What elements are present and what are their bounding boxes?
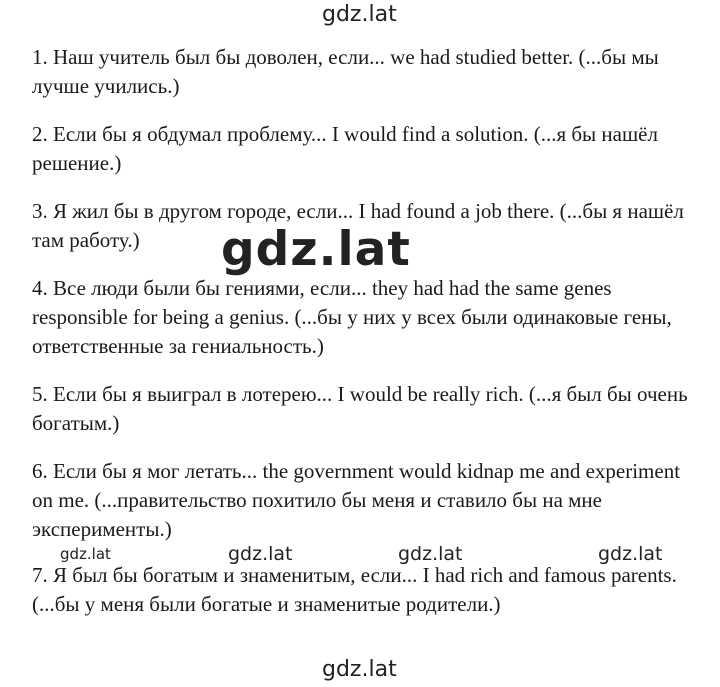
watermark-top: gdz.lat: [322, 2, 397, 27]
sentence-item-2: 2. Если бы я обдумал проблему... I would find a solution. (...я бы нашёл решение.): [32, 122, 658, 175]
watermark-center: gdz.lat: [221, 222, 411, 277]
watermark-small-3: gdz.lat: [398, 543, 463, 565]
watermark-bottom: gdz.lat: [322, 657, 397, 682]
sentence-item-1: 1. Наш учитель был бы доволен, если... we had studied better. (...бы мы лучше учились.): [32, 45, 659, 98]
sentence-item-5: 5. Если бы я выиграл в лотерею... I would be really rich. (...я был бы очень богатым.): [32, 382, 688, 435]
sentence-item-3: 3. Я жил бы в другом городе, если... I had found a job there. (...бы я нашёл там работу.): [32, 199, 684, 252]
watermark-small-1: gdz.lat: [60, 545, 111, 563]
sentence-item-4: 4. Все люди были бы гениями, если... they had had the same genes responsible for being a genius. (...бы у них у всех были одинаковые гены, ответственные за гениальность.): [32, 276, 672, 358]
sentence-item-6: 6. Если бы я мог летать... the government would kidnap me and experiment on me. (...правительство похитило бы меня и ставило бы на мне эксперименты.): [32, 459, 681, 541]
sentence-item-7: 7. Я был бы богатым и знаменитым, если... I had rich and famous parents. (...бы у меня были богатые и знаменитые родители.): [32, 563, 677, 616]
watermark-small-2: gdz.lat: [228, 543, 293, 565]
watermark-small-4: gdz.lat: [598, 543, 663, 565]
